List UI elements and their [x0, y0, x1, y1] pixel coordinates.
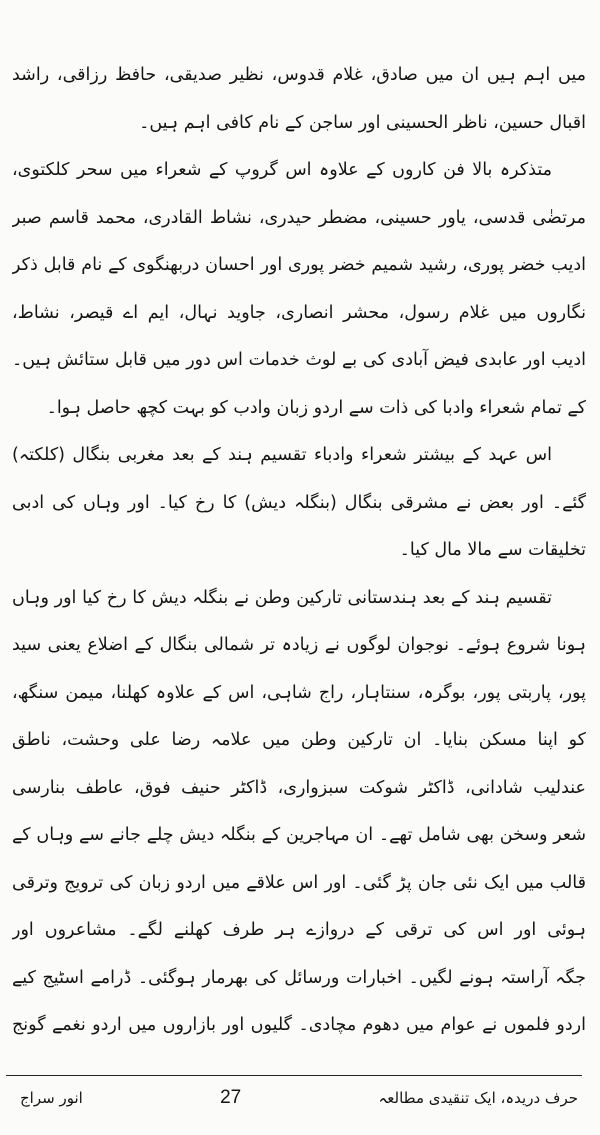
paragraph-start-line: تقسیم ہند کے بعد ہندستانی تارکین وطن نے بنگلہ دیش کا رخ کیا اور وہاں: [12, 587, 552, 608]
footer-book-title: حرف دریدہ، ایک تنقیدی مطالعہ: [378, 1089, 578, 1107]
text-line: کو اپنا مسکن بنایا۔ ان تارکین وطن میں علامہ رضا علی وحشت، ناطق: [12, 730, 586, 750]
text-line: ادیب اور عابدی فیض آبادی کی بے لوث خدمات اس دور میں قابل ستائش ہیں۔: [12, 350, 586, 370]
text-line: قالب میں ایک نئی جان پڑ گئی۔ اور اس علاقے میں اردو زبان کی ترویج وترقی: [12, 872, 586, 893]
page-footer: [20, 1084, 578, 1112]
text-line: ہونا شروع ہوئے۔ نوجوان لوگوں نے زیادہ تر شمالی بنگال کے اضلاع یعنی سید: [12, 635, 586, 655]
text-line: ہوئی اور اس کی ترقی کے دروازے ہر طرف کھلنے لگے۔ مشاعروں اور: [12, 920, 586, 940]
footer-author: انور سراج: [20, 1089, 83, 1107]
page-body-text: [12, 52, 586, 1050]
text-line: اقبال حسین، ناظر الحسینی اور ساجن کے نام کافی اہم ہیں۔: [139, 112, 586, 133]
paragraph-start-line: متذکرہ بالا فن کاروں کے علاوہ اس گروپ کے شعراء میں سحر کلکتوی،: [12, 160, 552, 180]
text-line: کے تمام شعراء وادبا کی ذات سے اردو زبان وادب کو بہت کچھ حاصل ہوا۔: [46, 397, 586, 418]
text-line: شعر وسخن بھی شامل تھے۔ ان مہاجرین کے بنگلہ دیش چلے جانے سے وہاں کے: [12, 825, 586, 845]
text-line: جگہ آراستہ ہونے لگیں۔ اخبارات ورسائل کی بھرمار ہوگئی۔ ڈرامے اسٹیج کیے: [12, 967, 586, 988]
page-number: 27: [220, 1087, 242, 1108]
text-line: پور، پاربتی پور، بوگرہ، سنتاہار، راج شاہی، اس کے علاوہ کھلنا، میمن سنگھ،: [12, 682, 586, 703]
text-line: ادیب خضر پوری، رشید شمیم خضر پوری اور احسان دربھنگوی کے نام قابل ذکر: [12, 255, 586, 275]
paragraph-start-line: اس عہد کے بیشتر شعراء وادباء تقسیم ہند کے بعد مغربی بنگال (کلکتہ): [12, 445, 552, 465]
footer-divider: [6, 1075, 582, 1076]
text-line: مرتضٰی قدسی، یاور حسینی، مضطر حیدری، نشاط القادری، محمد قاسم صبر: [12, 207, 586, 228]
text-line: اردو فلموں نے عوام میں دھوم مچادی۔ گلیوں اور بازاروں میں اردو نغمے گونج: [12, 1015, 586, 1035]
text-line: میں اہم ہیں ان میں صادق، غلام قدوس، نظیر صدیقی، حافظ رزاقی، راشد: [12, 65, 586, 85]
text-line: گئے۔ اور بعض نے مشرقی بنگال (بنگلہ دیش) کا رخ کیا۔ اور وہاں کی ادبی: [12, 492, 586, 513]
text-line: نگاروں میں غلام رسول، محشر انصاری، جاوید نہال، ایم اے قیصر، نشاط،: [12, 302, 586, 323]
text-line: عندلیب شادانی، ڈاکٹر شوکت سبزواری، ڈاکٹر حنیف فوق، عاطف بنارسی: [12, 777, 586, 798]
text-line: تخلیقات سے مالا مال کیا۔: [399, 540, 586, 560]
